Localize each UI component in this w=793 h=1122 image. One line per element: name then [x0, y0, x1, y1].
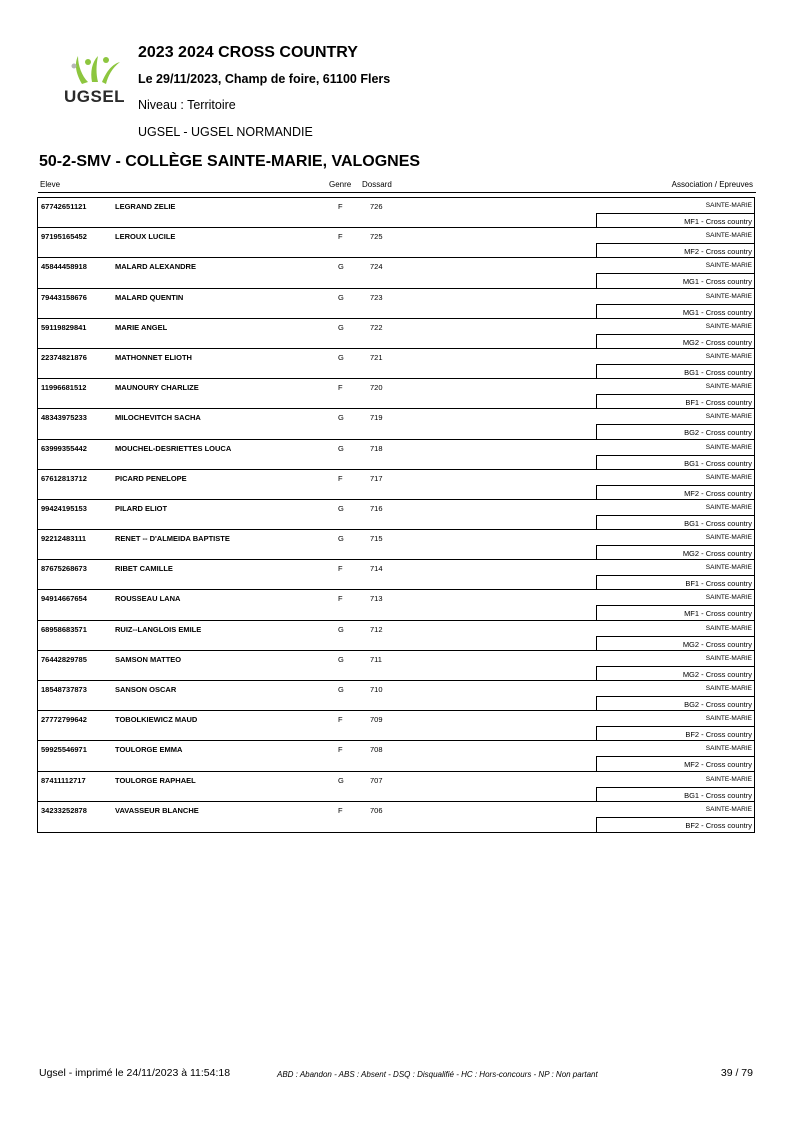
student-genre: G [338, 534, 344, 544]
student-association: SAINTE-MARIE [705, 564, 752, 572]
student-name: RIBET CAMILLE [115, 564, 173, 574]
student-epreuve: BG1 - Cross country [684, 790, 752, 800]
student-epreuve: BG1 - Cross country [684, 458, 752, 468]
epreuve-cell [596, 243, 754, 258]
student-name: MALARD QUENTIN [115, 292, 184, 302]
student-name: ROUSSEAU LANA [115, 594, 181, 604]
student-epreuve: MF2 - Cross country [684, 247, 752, 257]
epreuve-cell [596, 666, 754, 681]
student-epreuve: MG1 - Cross country [682, 277, 752, 287]
student-association: SAINTE-MARIE [705, 443, 752, 451]
event-title: 2023 2024 CROSS COUNTRY [138, 44, 358, 61]
student-genre: G [338, 775, 344, 785]
epreuve-cell [596, 334, 754, 349]
student-association: SAINTE-MARIE [705, 745, 752, 753]
logo-text: UGSEL [64, 87, 126, 106]
student-id: 87411112717 [41, 775, 86, 785]
student-genre: F [338, 383, 343, 393]
student-epreuve: BG1 - Cross country [684, 367, 752, 377]
student-genre: F [338, 715, 343, 725]
student-id: 97195165452 [41, 232, 87, 242]
student-dossard: 712 [370, 624, 383, 634]
student-association: SAINTE-MARIE [705, 775, 752, 783]
student-name: TOULORGE RAPHAEL [115, 775, 196, 785]
student-association: SAINTE-MARIE [705, 232, 752, 240]
student-epreuve: BG1 - Cross country [684, 518, 752, 528]
student-name: MARIE ANGEL [115, 322, 168, 332]
student-name: RUIZ--LANGLOIS EMILE [115, 624, 202, 634]
student-id: 63999355442 [41, 443, 87, 453]
student-association: SAINTE-MARIE [705, 503, 752, 511]
student-id: 59119829841 [41, 322, 87, 332]
student-dossard: 707 [370, 775, 383, 785]
epreuve-cell [596, 273, 754, 288]
student-dossard: 724 [370, 262, 383, 272]
student-dossard: 723 [370, 292, 383, 302]
student-genre: F [338, 473, 343, 483]
column-header-dossard: Dossard [362, 180, 392, 189]
student-name: TOBOLKIEWICZ MAUD [115, 715, 198, 725]
student-association: SAINTE-MARIE [705, 473, 752, 481]
student-epreuve: BG2 - Cross country [684, 700, 752, 709]
student-name: MILOCHEVITCH SACHA [115, 413, 201, 423]
student-id: 79443158676 [41, 292, 87, 302]
student-id: 59925546971 [41, 745, 87, 755]
student-id: 87675268673 [41, 564, 87, 574]
student-dossard: 715 [370, 534, 383, 544]
student-genre: G [338, 292, 344, 302]
student-association: SAINTE-MARIE [705, 383, 752, 391]
student-dossard: 709 [370, 715, 383, 725]
epreuve-cell [596, 605, 754, 620]
student-name: VAVASSEUR BLANCHE [115, 805, 199, 815]
student-name: PILARD ELIOT [115, 503, 168, 513]
student-association: SAINTE-MARIE [705, 654, 752, 662]
student-dossard: 713 [370, 594, 383, 604]
student-epreuve: BF1 - Cross country [685, 579, 752, 589]
footer-legend: ABD : Abandon - ABS : Absent - DSQ : Disqualifié - HC : Hors-concours - NP : Non partant [277, 1070, 598, 1079]
student-genre: G [338, 503, 344, 513]
student-dossard: 721 [370, 352, 383, 362]
student-name: RENET -- D'ALMEIDA BAPTISTE [115, 534, 230, 544]
student-dossard: 708 [370, 745, 383, 755]
student-genre: G [338, 654, 344, 664]
student-id: 11996681512 [41, 383, 87, 393]
table-row [38, 289, 754, 319]
student-epreuve: MG2 - Cross country [682, 549, 752, 559]
student-dossard: 720 [370, 383, 383, 393]
student-epreuve: MG2 - Cross country [682, 669, 752, 679]
table-row [38, 621, 754, 651]
student-id: 18548737873 [41, 685, 87, 694]
epreuve-cell [596, 485, 754, 500]
student-dossard: 714 [370, 564, 383, 574]
footer-page-number: 39 / 79 [720, 1067, 753, 1079]
student-epreuve: BF1 - Cross country [685, 398, 752, 408]
table-row [38, 349, 754, 379]
epreuve-cell [596, 787, 754, 802]
footer-printed: Ugsel - imprimé le 24/11/2023 à 11:54:18 [39, 1067, 231, 1079]
student-dossard: 719 [370, 413, 383, 423]
column-header-association: Association / Epreuves [671, 180, 753, 189]
event-date-location: Le 29/11/2023, Champ de foire, 61100 Flers [138, 72, 391, 86]
student-genre: F [338, 594, 343, 604]
epreuve-cell [596, 636, 754, 651]
student-genre: G [338, 413, 344, 423]
student-id: 68958683571 [41, 624, 87, 634]
column-header-eleve: Eleve [40, 180, 61, 189]
epreuve-cell [596, 304, 754, 319]
table-row [38, 560, 754, 590]
school-heading: 50-2-SMV - COLLÈGE SAINTE-MARIE, VALOGNES [39, 153, 421, 170]
epreuve-cell [596, 213, 754, 228]
table-row [38, 590, 754, 620]
table-row [38, 802, 754, 832]
student-association: SAINTE-MARIE [705, 715, 752, 723]
student-genre: F [338, 232, 343, 242]
student-epreuve: MG2 - Cross country [682, 337, 752, 347]
table-row [38, 711, 754, 741]
student-id: 48343975233 [41, 413, 87, 423]
student-genre: G [338, 352, 344, 362]
student-dossard: 718 [370, 443, 383, 453]
student-name: MAUNOURY CHARLIZE [115, 383, 199, 393]
student-epreuve: MF1 - Cross country [684, 609, 752, 619]
epreuve-cell [596, 575, 754, 590]
event-organization: UGSEL - UGSEL NORMANDIE [138, 125, 313, 139]
student-genre: G [338, 262, 344, 272]
table-row [38, 530, 754, 560]
student-dossard: 717 [370, 473, 383, 483]
student-name: MOUCHEL-DESRIETTES LOUCA [115, 443, 232, 453]
epreuve-cell [596, 696, 754, 711]
student-dossard: 706 [370, 805, 383, 815]
student-association: SAINTE-MARIE [705, 352, 752, 360]
student-dossard: 710 [370, 685, 383, 694]
student-id: 76442829785 [41, 654, 87, 664]
table-row [38, 409, 754, 439]
student-association: SAINTE-MARIE [705, 292, 752, 300]
epreuve-cell [596, 756, 754, 771]
table-row [38, 651, 754, 681]
student-epreuve: BF2 - Cross country [685, 730, 752, 740]
student-dossard: 726 [370, 202, 383, 211]
student-name: TOULORGE EMMA [115, 745, 183, 755]
student-genre: G [338, 624, 344, 634]
student-id: 27772799642 [41, 715, 87, 725]
student-epreuve: BF2 - Cross country [685, 820, 752, 830]
table-row [38, 440, 754, 470]
student-association: SAINTE-MARIE [705, 685, 752, 692]
event-level: Niveau : Territoire [138, 98, 236, 112]
student-id: 34233252878 [41, 805, 87, 815]
student-id: 22374821876 [41, 352, 87, 362]
student-genre: F [338, 564, 343, 574]
student-genre: G [338, 443, 344, 453]
student-dossard: 711 [370, 654, 382, 664]
table-row [38, 379, 754, 409]
student-genre: F [338, 202, 343, 211]
student-name: SAMSON MATTEO [115, 654, 182, 664]
table-row [38, 681, 754, 711]
student-name: LEGRAND ZELIE [115, 202, 176, 211]
student-id: 92212483111 [41, 534, 87, 544]
epreuve-cell [596, 364, 754, 379]
student-epreuve: MG2 - Cross country [682, 639, 752, 649]
student-genre: G [338, 322, 344, 332]
student-id: 67612813712 [41, 473, 87, 483]
student-epreuve: MF2 - Cross country [684, 488, 752, 498]
epreuve-cell [596, 817, 754, 832]
student-genre: F [338, 805, 343, 815]
student-association: SAINTE-MARIE [705, 322, 752, 330]
student-id: 45844458918 [41, 262, 87, 272]
results-table [37, 197, 755, 833]
epreuve-cell [596, 455, 754, 470]
student-association: SAINTE-MARIE [705, 805, 752, 813]
student-genre: G [338, 685, 344, 694]
table-row [38, 470, 754, 500]
student-association: SAINTE-MARIE [705, 262, 752, 270]
student-epreuve: BG2 - Cross country [684, 428, 752, 438]
table-row [38, 772, 754, 802]
student-association: SAINTE-MARIE [705, 413, 752, 421]
student-association: SAINTE-MARIE [705, 624, 752, 632]
student-epreuve: MF1 - Cross country [684, 217, 752, 226]
student-name: SANSON OSCAR [115, 685, 177, 694]
epreuve-cell [596, 545, 754, 560]
student-id: 99424195153 [41, 503, 87, 513]
table-row [38, 500, 754, 530]
table-row [38, 741, 754, 771]
epreuve-cell [596, 424, 754, 439]
epreuve-cell [596, 515, 754, 530]
student-association: SAINTE-MARIE [705, 534, 752, 542]
table-row [38, 258, 754, 288]
epreuve-cell [596, 726, 754, 741]
header-divider [38, 192, 756, 193]
student-epreuve: MG1 - Cross country [682, 307, 752, 317]
epreuve-cell [596, 394, 754, 409]
student-name: LEROUX LUCILE [115, 232, 176, 242]
table-row [38, 319, 754, 349]
student-id: 94914667654 [41, 594, 87, 604]
student-name: MALARD ALEXANDRE [115, 262, 196, 272]
table-row [38, 198, 754, 228]
student-association: SAINTE-MARIE [705, 594, 752, 602]
student-name: MATHONNET ELIOTH [115, 352, 192, 362]
student-dossard: 722 [370, 322, 383, 332]
student-epreuve: MF2 - Cross country [684, 760, 752, 770]
table-row [38, 228, 754, 258]
student-id: 67742651121 [41, 202, 87, 211]
student-dossard: 716 [370, 503, 383, 513]
student-name: PICARD PENELOPE [115, 473, 187, 483]
column-header-genre: Genre [329, 180, 352, 189]
student-dossard: 725 [370, 232, 383, 242]
student-genre: F [338, 745, 343, 755]
student-association: SAINTE-MARIE [705, 202, 752, 209]
